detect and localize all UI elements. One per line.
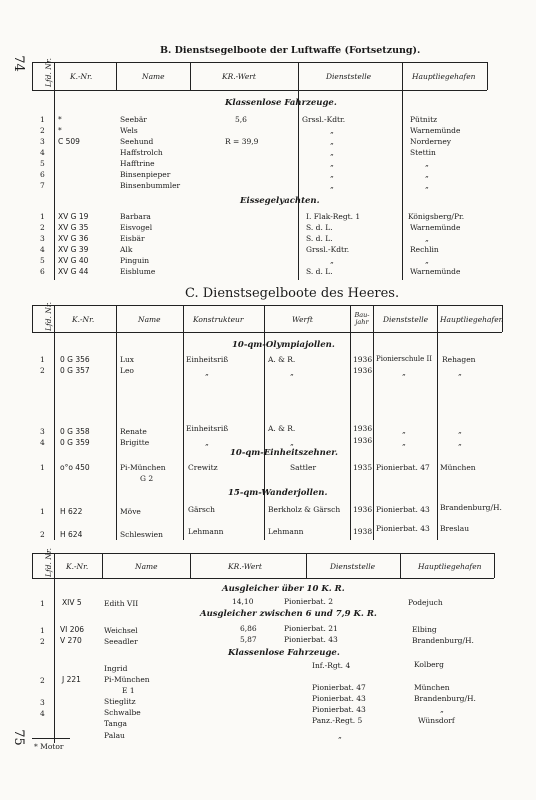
col-header-hafen: Hauptliegehafen: [412, 72, 476, 81]
row-name: Haffstrolch: [120, 148, 163, 157]
col-header-konst: Konstrukteur: [193, 315, 244, 324]
col-header-nr: Lfd. Nr.: [44, 301, 54, 332]
row-hafen: „: [425, 159, 429, 168]
row-konst: Einheitsriß: [186, 424, 229, 433]
row-nr: 7: [40, 181, 45, 190]
row-dienst: „: [330, 159, 334, 168]
row-hafen: Stettin: [410, 148, 436, 157]
row-werft: „: [290, 368, 294, 377]
row-hafen: Wünsdorf: [418, 716, 455, 725]
row-name: Palau: [104, 731, 125, 740]
row-nr: 1: [40, 463, 45, 472]
row-nr: 1: [40, 626, 45, 635]
row-dienst: „: [330, 137, 334, 146]
row-hafen: „: [425, 234, 429, 243]
row-name: Binsenbummler: [120, 181, 181, 190]
row-hafen: München: [440, 463, 476, 472]
row-nr: 3: [40, 234, 45, 243]
row-nr: 5: [40, 159, 45, 168]
footnote: * Motor: [34, 742, 64, 751]
col-header-hafen: Hauptliegehafen: [440, 315, 504, 324]
row-knr: XV G 40: [58, 256, 89, 265]
group-caption: Eissegelyachten.: [240, 196, 320, 206]
row-dienst: „: [338, 731, 342, 740]
row-dienst: Pionierbat. 43: [312, 705, 366, 714]
row-jahr: 1935: [353, 463, 373, 472]
row-name: Lux: [120, 355, 135, 364]
row-hafen: Brandenburg/H.: [440, 503, 502, 512]
col-header-kr: KR.-Wert: [228, 562, 262, 571]
row-name: Eisblume: [120, 267, 156, 276]
row-dienst: Pionierschule II: [376, 355, 433, 363]
row-nr: 1: [40, 599, 45, 608]
row-name: Pi-München: [104, 675, 150, 684]
row-knr: 0 G 359: [60, 438, 90, 447]
row-nr: 1: [40, 115, 45, 124]
row-dienst: Grssl.-Kdtr.: [306, 245, 350, 254]
row-jahr: 1936: [353, 436, 373, 445]
col-header-name: Name: [138, 315, 161, 324]
row-nr: 3: [40, 137, 45, 146]
row-dienst: „: [402, 426, 406, 435]
row-kr: R = 39,9: [225, 137, 259, 146]
col-header-dienst: Dienststelle: [326, 72, 372, 81]
row-name: E 1: [122, 686, 135, 695]
row-hafen: Norderney: [410, 137, 451, 146]
row-nr: 2: [40, 223, 45, 232]
row-kr: 5,6: [235, 115, 247, 124]
page-number-top: 74: [10, 55, 26, 72]
row-knr: VI 206: [60, 625, 85, 634]
row-dienst: Pionierbat. 47: [376, 463, 430, 472]
section-c-title: C. Dienstsegelboote des Heeres.: [185, 286, 400, 301]
row-name: Renate: [120, 427, 147, 436]
page-number-bottom: 75: [10, 729, 26, 746]
row-werft: Sattler: [290, 463, 317, 472]
row-dienst: „: [330, 256, 334, 265]
row-dienst: Pionierbat. 43: [376, 524, 430, 533]
row-jahr: 1936: [353, 366, 373, 375]
row-konst: „: [205, 438, 209, 447]
row-nr: 4: [40, 438, 45, 447]
row-dienst: Pionierbat. 43: [284, 635, 338, 644]
row-nr: 2: [40, 366, 45, 375]
group-caption: Klassenlose Fahrzeuge.: [225, 98, 337, 108]
row-name: Schleswien: [120, 530, 163, 539]
row-hafen: „: [425, 256, 429, 265]
row-dienst: Pionierbat. 21: [284, 624, 338, 633]
row-name: Leo: [120, 366, 134, 375]
row-hafen: „: [458, 438, 462, 447]
row-name: Eisvogel: [120, 223, 153, 232]
row-name: Seeadler: [104, 637, 138, 646]
row-dienst: Pionierbat. 43: [376, 505, 430, 514]
row-werft: Lehmann: [268, 527, 304, 536]
row-hafen: Königsberg/Pr.: [408, 212, 465, 221]
row-nr: 1: [40, 355, 45, 364]
row-nr: 3: [40, 427, 45, 436]
row-kr: 6,86: [240, 624, 257, 633]
row-nr: 5: [40, 256, 45, 265]
group-caption: Klassenlose Fahrzeuge.: [228, 648, 340, 658]
row-dienst: Grssl.-Kdtr.: [302, 115, 346, 124]
row-knr: H 622: [60, 507, 83, 516]
row-jahr: 1936: [353, 355, 373, 364]
col-header-jahr: Bau-jahr: [354, 311, 370, 326]
row-hafen: „: [425, 170, 429, 179]
col-header-werft: Werft: [292, 315, 313, 324]
group-caption: 10-qm-Einheitszehner.: [230, 448, 338, 458]
row-name: Barbara: [120, 212, 151, 221]
col-header-knr: K.-Nr.: [66, 562, 89, 571]
row-jahr: 1936: [353, 505, 373, 514]
row-nr: 6: [40, 170, 45, 179]
col-header-knr: K.-Nr.: [70, 72, 93, 81]
row-nr: 4: [40, 148, 45, 157]
col-header-name: Name: [135, 562, 158, 571]
row-hafen: Warnemünde: [410, 126, 461, 135]
row-knr: V 270: [60, 636, 82, 645]
row-konst: Gärsch: [188, 505, 215, 514]
row-name: Seehund: [120, 137, 154, 146]
row-name: Schwalbe: [104, 708, 141, 717]
row-konst: Lehmann: [188, 527, 224, 536]
row-knr: *: [58, 115, 62, 124]
row-dienst: „: [330, 126, 334, 135]
group-caption: Ausgleicher über 10 K. R.: [222, 584, 345, 594]
group-caption: 10-qm-Olympiajollen.: [232, 340, 335, 350]
row-knr: XV G 44: [58, 267, 89, 276]
col-header-dienst: Dienststelle: [330, 562, 376, 571]
row-dienst: Pionierbat. 2: [284, 597, 334, 606]
row-dienst: S. d. L.: [306, 234, 333, 243]
row-nr: 2: [40, 530, 45, 539]
row-hafen: „: [425, 181, 429, 190]
row-kr: 5,87: [240, 635, 257, 644]
row-dienst: Pionierbat. 43: [312, 694, 366, 703]
row-hafen: Warnemünde: [410, 267, 461, 276]
row-name: Pi-München: [120, 463, 166, 472]
row-dienst: I. Flak-Regt. 1: [306, 212, 361, 221]
row-nr: 4: [40, 709, 45, 718]
col-header-kr: KR.-Wert: [222, 72, 256, 81]
row-name: Alk: [120, 245, 133, 254]
row-dienst: „: [402, 438, 406, 447]
row-nr: 2: [40, 676, 45, 685]
row-knr: C 509: [58, 137, 80, 146]
row-knr: XV G 39: [58, 245, 89, 254]
row-knr: XIV 5: [62, 598, 82, 607]
col-header-dienst: Dienststelle: [383, 315, 429, 324]
row-nr: 1: [40, 507, 45, 516]
col-header-nr: Lfd. Nr.: [44, 57, 54, 88]
row-dienst: Pionierbat. 47: [312, 683, 366, 692]
row-name: Weichsel: [104, 626, 138, 635]
row-dienst: Inf.-Rgt. 4: [312, 661, 351, 670]
row-knr: *: [58, 126, 62, 135]
row-dienst: „: [330, 170, 334, 179]
row-hafen: „: [458, 426, 462, 435]
row-dienst: Panz.-Regt. 5: [312, 716, 363, 725]
row-hafen: Podejuch: [408, 598, 443, 607]
row-name: Brigitte: [120, 438, 150, 447]
row-werft: A. & R.: [268, 355, 296, 364]
row-name: Stieglitz: [104, 697, 136, 706]
row-nr: 6: [40, 267, 45, 276]
row-nr: 3: [40, 698, 45, 707]
row-hafen: Brandenburg/H.: [412, 636, 474, 645]
row-hafen: Kolberg: [414, 660, 444, 669]
row-hafen: Pütnitz: [410, 115, 438, 124]
row-hafen: Warnemünde: [410, 223, 461, 232]
row-werft: „: [290, 438, 294, 447]
row-werft: Berkholz & Gärsch: [268, 505, 341, 514]
row-nr: 2: [40, 637, 45, 646]
row-werft: A. & R.: [268, 424, 296, 433]
row-kr: 14,10: [232, 597, 254, 606]
row-knr: 0 G 357: [60, 366, 90, 375]
row-name: Hafftrine: [120, 159, 155, 168]
row-knr: J 221: [62, 675, 81, 684]
col-header-knr: K.-Nr.: [72, 315, 95, 324]
row-knr: XV G 36: [58, 234, 89, 243]
row-hafen: „: [440, 705, 444, 714]
col-header-nr: Lfd. Nr.: [44, 547, 54, 578]
row-konst: „: [205, 368, 209, 377]
row-konst: Crewitz: [188, 463, 218, 472]
row-knr: XV G 19: [58, 212, 89, 221]
col-header-hafen: Hauptliegehafen: [418, 562, 482, 571]
row-knr: 0 G 358: [60, 427, 90, 436]
row-name: Binsenpieper: [120, 170, 171, 179]
row-jahr: 1938: [353, 527, 373, 536]
row-name: Pinguin: [120, 256, 150, 265]
row-knr: o°o 450: [60, 463, 90, 472]
section-b-title: B. Dienstsegelboote der Luftwaffe (Fortsetzung).: [160, 45, 421, 56]
row-name2: G 2: [140, 474, 154, 483]
row-hafen: Rechlin: [410, 245, 439, 254]
row-hafen: „: [458, 368, 462, 377]
group-caption: 15-qm-Wanderjollen.: [228, 488, 328, 498]
row-dienst: S. d. L.: [306, 223, 333, 232]
row-knr: 0 G 356: [60, 355, 90, 364]
row-name: Tanga: [104, 719, 127, 728]
row-hafen: Breslau: [440, 524, 470, 533]
row-hafen: Brandenburg/H.: [414, 694, 476, 703]
group-caption: Ausgleicher zwischen 6 und 7,9 K. R.: [200, 609, 377, 619]
row-name: Edith VII: [104, 599, 139, 608]
row-nr: 2: [40, 126, 45, 135]
row-hafen: München: [414, 683, 450, 692]
row-nr: 1: [40, 212, 45, 221]
row-knr: H 624: [60, 530, 83, 539]
row-name: Wels: [120, 126, 138, 135]
row-hafen: Rehagen: [442, 355, 476, 364]
row-nr: 4: [40, 245, 45, 254]
row-hafen: Elbing: [412, 625, 437, 634]
col-header-name: Name: [142, 72, 165, 81]
row-knr: XV G 35: [58, 223, 89, 232]
row-dienst: „: [402, 368, 406, 377]
row-dienst: „: [330, 181, 334, 190]
row-name: Ingrid: [104, 664, 128, 673]
row-name: Seebär: [120, 115, 147, 124]
row-jahr: 1936: [353, 424, 373, 433]
row-dienst: S. d. L.: [306, 267, 333, 276]
row-dienst: „: [330, 148, 334, 157]
row-name: Eisbär: [120, 234, 145, 243]
row-konst: Einheitsriß: [186, 355, 229, 364]
row-name: Möve: [120, 507, 141, 516]
